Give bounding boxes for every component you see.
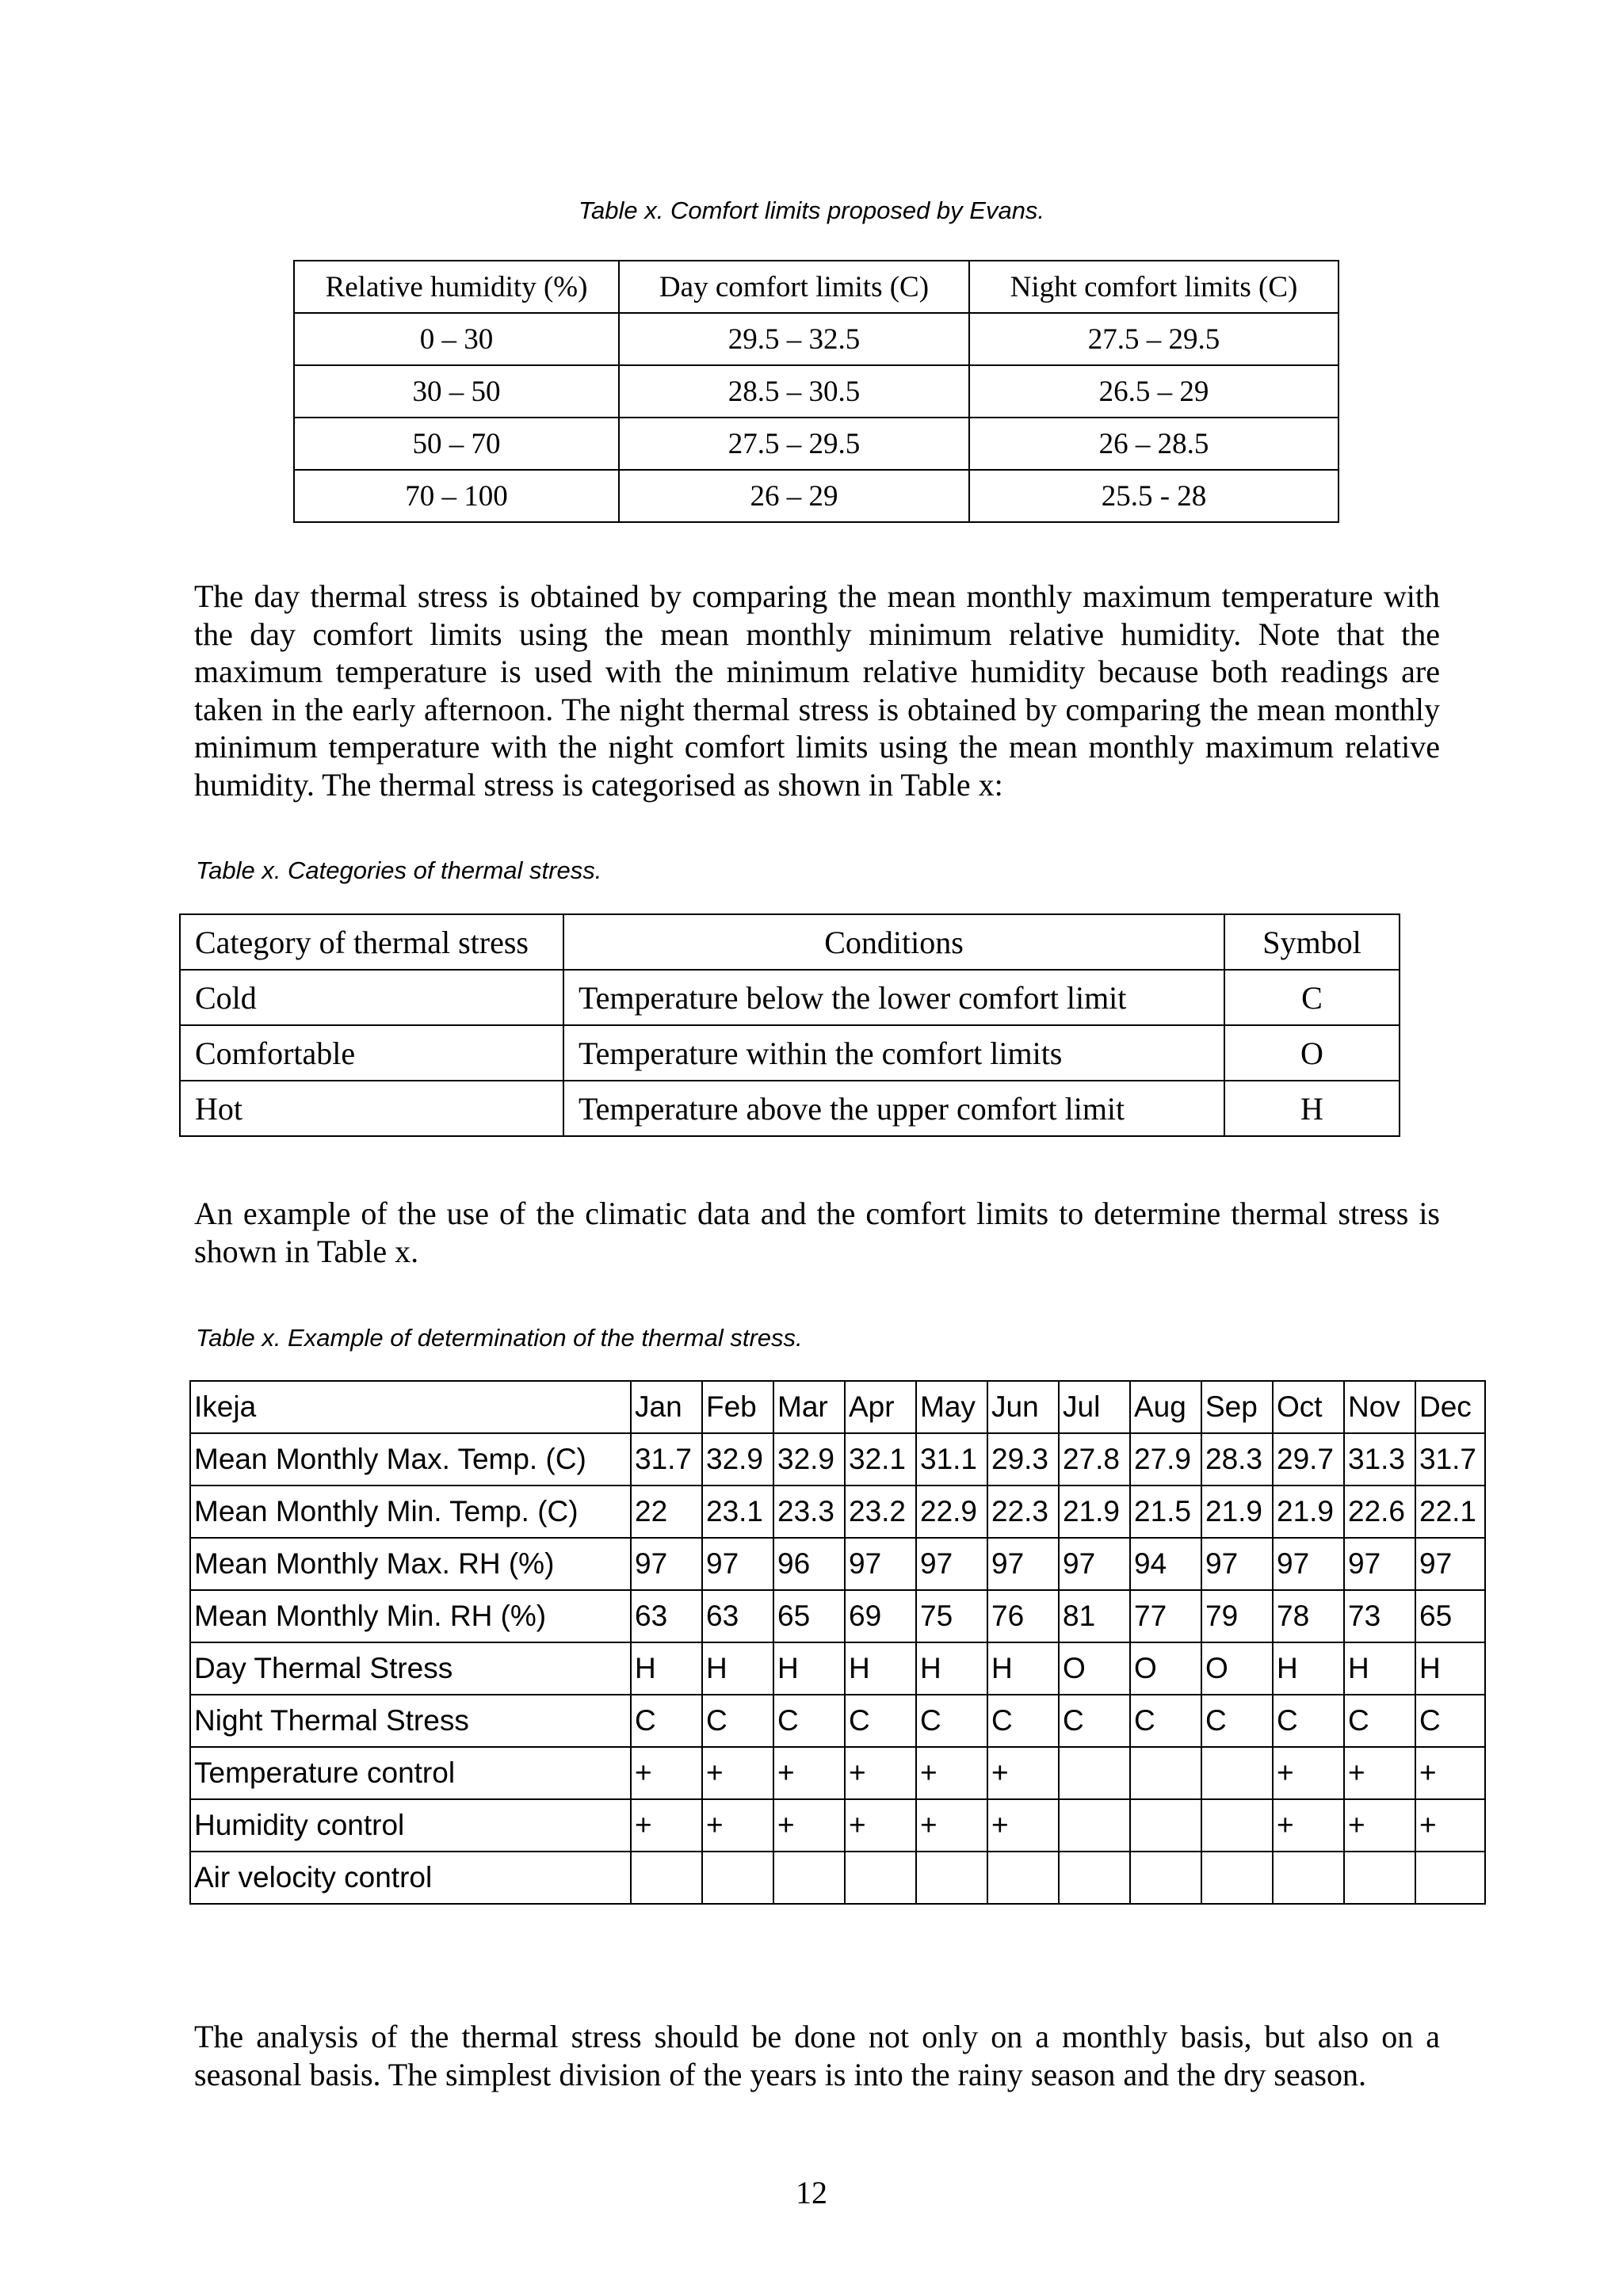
table2-caption: Table x. Categories of thermal stress. (196, 856, 602, 884)
table-cell: C (845, 1695, 916, 1747)
table-cell: 23.1 (702, 1486, 773, 1538)
table-row (180, 1025, 1400, 1081)
header-cell: Mar (773, 1381, 845, 1433)
table-cell: Air velocity control (190, 1852, 631, 1904)
table-cell: 31.1 (916, 1433, 987, 1486)
table-cell: + (773, 1747, 845, 1799)
table-row (180, 1081, 1400, 1136)
table-cell: 79 (1201, 1590, 1273, 1642)
table-header-row (294, 261, 1338, 313)
table-cell (1059, 1852, 1130, 1904)
table-cell (1130, 1852, 1201, 1904)
table-cell: 97 (1059, 1538, 1130, 1590)
table-cell: 28.3 (1201, 1433, 1273, 1486)
table-cell: Mean Monthly Max. RH (%) (190, 1538, 631, 1590)
header-cell: Jul (1059, 1381, 1130, 1433)
table-cell: 27.5 – 29.5 (969, 313, 1338, 365)
table-cell: 97 (987, 1538, 1059, 1590)
table3-caption: Table x. Example of determination of the thermal stress. (196, 1324, 803, 1352)
table-cell: 31.3 (1344, 1433, 1415, 1486)
table-cell: + (1273, 1799, 1344, 1852)
table-cell: 21.5 (1130, 1486, 1201, 1538)
table-cell: H (702, 1642, 773, 1695)
table-cell: + (773, 1799, 845, 1852)
table-row (190, 1486, 1485, 1538)
table-cell: C (1273, 1695, 1344, 1747)
table-cell: 22.6 (1344, 1486, 1415, 1538)
table-cell: 76 (987, 1590, 1059, 1642)
table-cell: + (1415, 1799, 1485, 1852)
table-cell: 22.3 (987, 1486, 1059, 1538)
header-cell: May (916, 1381, 987, 1433)
table-cell: C (1059, 1695, 1130, 1747)
header-cell: Symbol (1224, 914, 1400, 970)
table-cell (1273, 1852, 1344, 1904)
table-cell: 32.1 (845, 1433, 916, 1486)
table-cell: 97 (1201, 1538, 1273, 1590)
table-cell: O (1224, 1025, 1400, 1081)
table-cell: H (631, 1642, 702, 1695)
paragraph-example-intro: An example of the use of the climatic data and the comfort limits to determine thermal stress is shown in Table x. (194, 1196, 1440, 1269)
table-row (294, 470, 1338, 522)
header-cell: Oct (1273, 1381, 1344, 1433)
table-cell: 26 – 29 (619, 470, 969, 522)
comfort-limits-table (293, 260, 1339, 523)
header-cell: Ikeja (190, 1381, 631, 1433)
table-cell (1201, 1852, 1273, 1904)
table-row (190, 1799, 1485, 1852)
table-cell: + (845, 1799, 916, 1852)
table-cell (845, 1852, 916, 1904)
header-cell: Jun (987, 1381, 1059, 1433)
table-cell: H (1273, 1642, 1344, 1695)
table-cell: + (702, 1747, 773, 1799)
table-cell: 29.7 (1273, 1433, 1344, 1486)
table-cell: 31.7 (631, 1433, 702, 1486)
table-cell: 27.8 (1059, 1433, 1130, 1486)
table-row (190, 1852, 1485, 1904)
table-cell: 26.5 – 29 (969, 365, 1338, 418)
table-row (294, 418, 1338, 470)
table-cell: 97 (916, 1538, 987, 1590)
table-cell: + (1415, 1747, 1485, 1799)
table-cell: C (916, 1695, 987, 1747)
table-cell: C (1224, 970, 1400, 1025)
table-cell: C (702, 1695, 773, 1747)
table-cell: H (845, 1642, 916, 1695)
table-cell: C (1201, 1695, 1273, 1747)
table-cell: 65 (1415, 1590, 1485, 1642)
table-cell: 25.5 - 28 (969, 470, 1338, 522)
table-row (190, 1747, 1485, 1799)
table-cell: 69 (845, 1590, 916, 1642)
table-cell: 78 (1273, 1590, 1344, 1642)
table-cell: Temperature below the lower comfort limit (563, 970, 1224, 1025)
table-cell: 31.7 (1415, 1433, 1485, 1486)
table-cell: 28.5 – 30.5 (619, 365, 969, 418)
header-cell: Sep (1201, 1381, 1273, 1433)
table-cell: 97 (1273, 1538, 1344, 1590)
table-cell: C (1130, 1695, 1201, 1747)
table-cell: 29.3 (987, 1433, 1059, 1486)
table-row (180, 970, 1400, 1025)
table-cell: 22.1 (1415, 1486, 1485, 1538)
table-cell: O (1201, 1642, 1273, 1695)
table-cell (1059, 1747, 1130, 1799)
header-cell: Relative humidity (%) (294, 261, 619, 313)
table-cell: + (631, 1799, 702, 1852)
table-cell: Comfortable (180, 1025, 563, 1081)
table-cell: 21.9 (1273, 1486, 1344, 1538)
table-cell (1415, 1852, 1485, 1904)
table-cell: Temperature control (190, 1747, 631, 1799)
header-cell: Night comfort limits (C) (969, 261, 1338, 313)
table-cell: 21.9 (1059, 1486, 1130, 1538)
header-cell: Apr (845, 1381, 916, 1433)
table-cell: Temperature above the upper comfort limit (563, 1081, 1224, 1136)
table-cell: Temperature within the comfort limits (563, 1025, 1224, 1081)
table-cell: 73 (1344, 1590, 1415, 1642)
table-cell (1201, 1747, 1273, 1799)
table-cell: 22 (631, 1486, 702, 1538)
table-cell: 65 (773, 1590, 845, 1642)
table-cell: H (987, 1642, 1059, 1695)
table-header-row (180, 914, 1400, 970)
table-cell: + (916, 1799, 987, 1852)
table-cell: 75 (916, 1590, 987, 1642)
table-cell (773, 1852, 845, 1904)
table-cell: Mean Monthly Min. Temp. (C) (190, 1486, 631, 1538)
table-cell: O (1059, 1642, 1130, 1695)
table-cell: + (1273, 1747, 1344, 1799)
table-row (190, 1695, 1485, 1747)
table-cell: C (987, 1695, 1059, 1747)
table-cell: + (987, 1799, 1059, 1852)
table-cell: + (845, 1747, 916, 1799)
table-cell: 32.9 (702, 1433, 773, 1486)
table-row (190, 1538, 1485, 1590)
table-cell: 23.3 (773, 1486, 845, 1538)
table-cell: 30 – 50 (294, 365, 619, 418)
table-cell: C (1344, 1695, 1415, 1747)
table-cell: H (1415, 1642, 1485, 1695)
table-cell: 97 (1415, 1538, 1485, 1590)
table-cell (1201, 1799, 1273, 1852)
table-cell: H (773, 1642, 845, 1695)
table-cell: Cold (180, 970, 563, 1025)
table-row (190, 1642, 1485, 1695)
header-cell: Aug (1130, 1381, 1201, 1433)
table-cell: O (1130, 1642, 1201, 1695)
table-cell: 29.5 – 32.5 (619, 313, 969, 365)
table-cell: 27.9 (1130, 1433, 1201, 1486)
table-cell: 81 (1059, 1590, 1130, 1642)
table-cell: C (1415, 1695, 1485, 1747)
table-cell: + (631, 1747, 702, 1799)
table-cell: 70 – 100 (294, 470, 619, 522)
table-cell (1344, 1852, 1415, 1904)
table-header-row (190, 1381, 1485, 1433)
table-cell: 26 – 28.5 (969, 418, 1338, 470)
header-cell: Conditions (563, 914, 1224, 970)
table-cell (1059, 1799, 1130, 1852)
table-cell: + (1344, 1747, 1415, 1799)
table-cell: 94 (1130, 1538, 1201, 1590)
table-cell (1130, 1799, 1201, 1852)
table-cell: 21.9 (1201, 1486, 1273, 1538)
header-cell: Category of thermal stress (180, 914, 563, 970)
header-cell: Nov (1344, 1381, 1415, 1433)
table-row (190, 1433, 1485, 1486)
header-cell: Dec (1415, 1381, 1485, 1433)
table-cell: 97 (702, 1538, 773, 1590)
table-cell: 97 (845, 1538, 916, 1590)
table-cell (631, 1852, 702, 1904)
table-cell: Night Thermal Stress (190, 1695, 631, 1747)
header-cell: Jan (631, 1381, 702, 1433)
table-cell: H (1224, 1081, 1400, 1136)
table-cell: 22.9 (916, 1486, 987, 1538)
table-cell: + (702, 1799, 773, 1852)
table-cell: 63 (702, 1590, 773, 1642)
table-cell (987, 1852, 1059, 1904)
table-cell: 23.2 (845, 1486, 916, 1538)
thermal-stress-example-table (189, 1380, 1486, 1905)
table-cell: 32.9 (773, 1433, 845, 1486)
table-cell: H (1344, 1642, 1415, 1695)
paragraph-day-night-stress: The day thermal stress is obtained by comparing the mean monthly maximum temperature with the day comfort limits using the mean monthly minimum relative humidity. Note that the maximum temperature is used with the minimum relative humidity because both readings are taken in the early afternoon. The night thermal stress is obtained by comparing the mean monthly minimum temperature with the night comfort limits using the mean monthly maximum relative humidity. The thermal stress is categorised as shown in Table x: (194, 578, 1440, 803)
table-cell: H (916, 1642, 987, 1695)
table-cell (1130, 1747, 1201, 1799)
table-cell: C (773, 1695, 845, 1747)
header-cell: Feb (702, 1381, 773, 1433)
table-cell: Hot (180, 1081, 563, 1136)
table-cell (916, 1852, 987, 1904)
table-cell: + (987, 1747, 1059, 1799)
table-cell: 96 (773, 1538, 845, 1590)
table-cell (702, 1852, 773, 1904)
table-row (190, 1590, 1485, 1642)
table-cell: 77 (1130, 1590, 1201, 1642)
table1-caption: Table x. Comfort limits proposed by Evans. (578, 196, 1045, 224)
table-row (294, 313, 1338, 365)
table-cell: 97 (1344, 1538, 1415, 1590)
header-cell: Day comfort limits (C) (619, 261, 969, 313)
paragraph-seasonal-analysis: The analysis of the thermal stress should be done not only on a monthly basis, but also on a seasonal basis. The simplest division of the years is into the rainy season and the dry season. (194, 2019, 1440, 2092)
table-cell: 50 – 70 (294, 418, 619, 470)
table-cell: C (631, 1695, 702, 1747)
table-row (294, 365, 1338, 418)
table-cell: 97 (631, 1538, 702, 1590)
table-cell: Mean Monthly Max. Temp. (C) (190, 1433, 631, 1486)
table-cell: 27.5 – 29.5 (619, 418, 969, 470)
table-cell: 63 (631, 1590, 702, 1642)
page-number: 12 (796, 2175, 827, 2210)
table-cell: Day Thermal Stress (190, 1642, 631, 1695)
table-cell: + (1344, 1799, 1415, 1852)
thermal-stress-categories-table (179, 913, 1400, 1137)
table-cell: 0 – 30 (294, 313, 619, 365)
table-cell: Humidity control (190, 1799, 631, 1852)
table-cell: Mean Monthly Min. RH (%) (190, 1590, 631, 1642)
table-cell: + (916, 1747, 987, 1799)
